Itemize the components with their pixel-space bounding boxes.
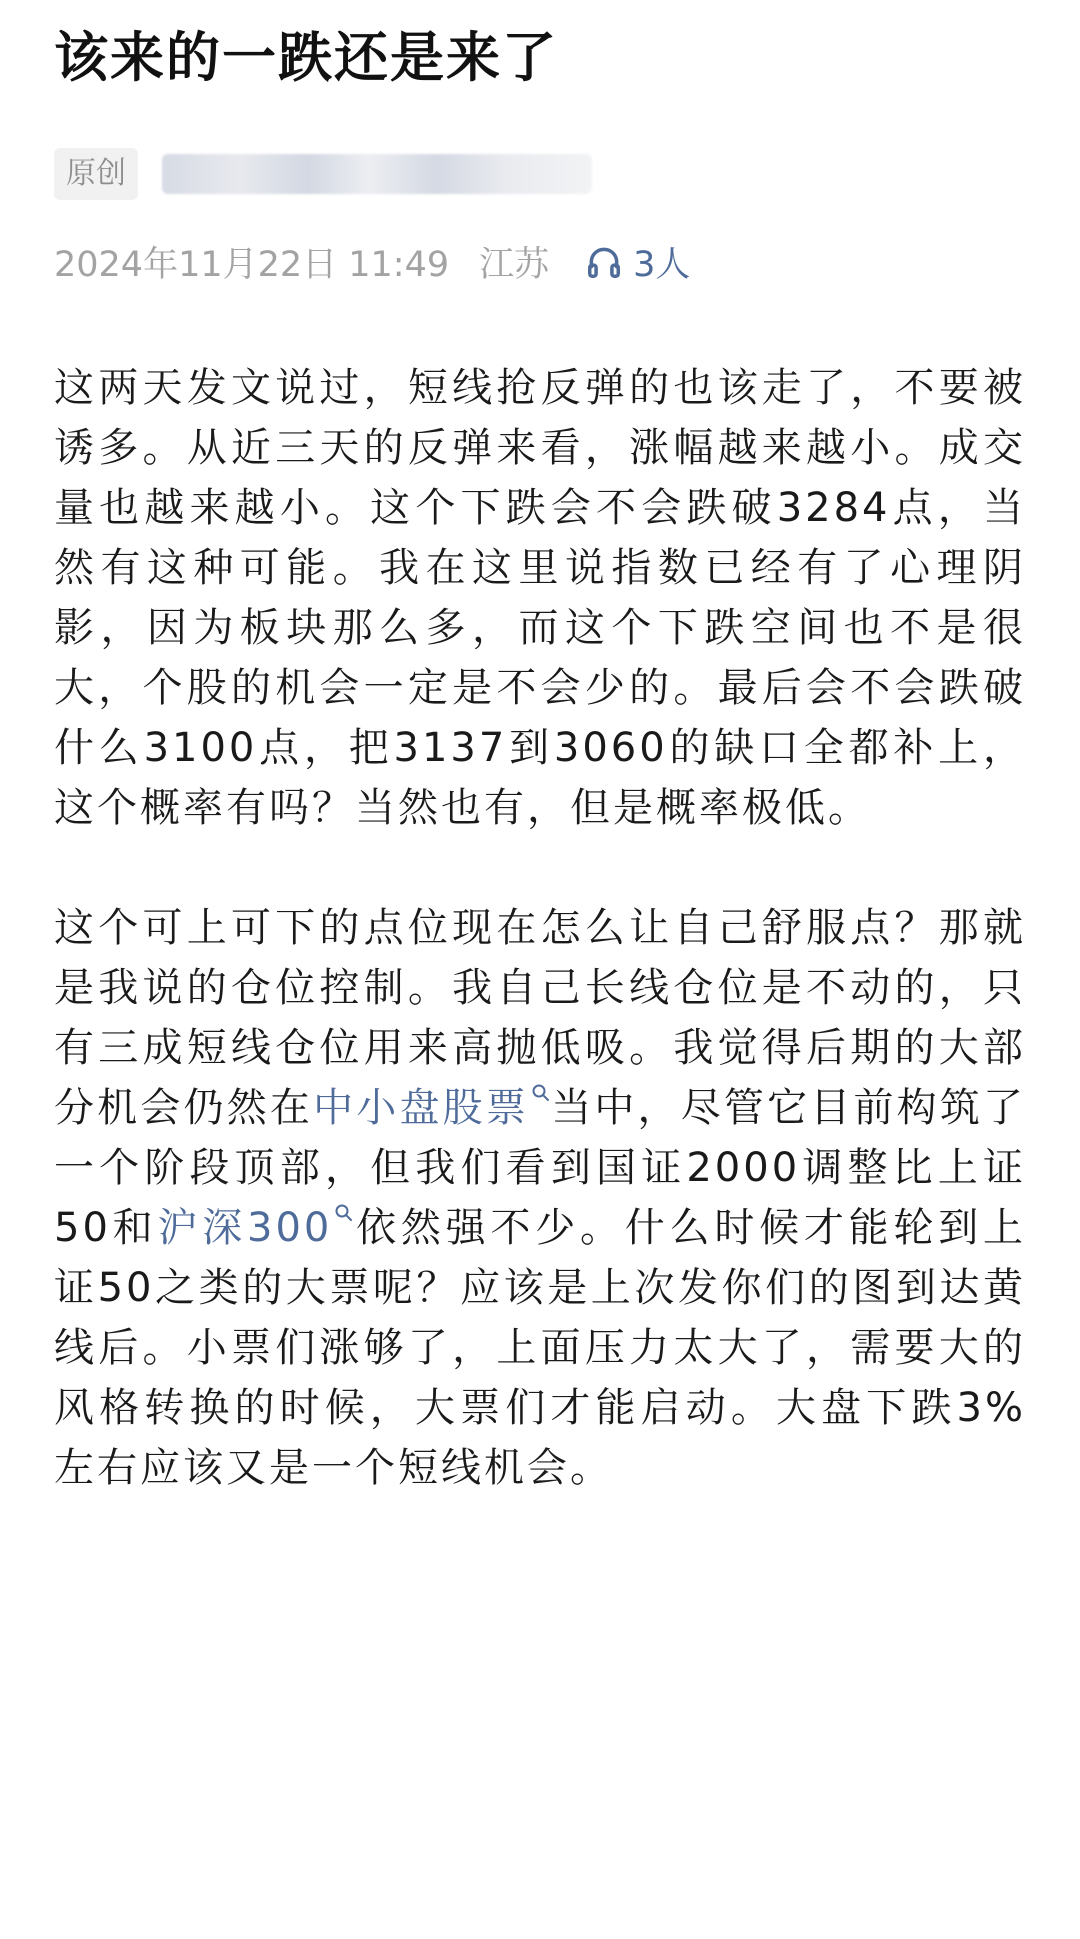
search-icon — [334, 1203, 354, 1223]
article-body — [54, 358, 1026, 1498]
stock-link-small-mid-cap[interactable] — [313, 1085, 551, 1131]
paragraph-2-text-c: 依然强不少。什么时候才能轮到上证50之类的大票呢？应该是上次发你们的图到达黄线后。小票们涨够了，上面压力太大了，需要大的风格转换的时候，大票们才能启动。大盘下跌3%左右应该又是一个短线机会。 — [54, 1205, 1026, 1491]
listen-button[interactable] — [585, 237, 690, 287]
publish-location: 江苏 — [479, 245, 550, 285]
publish-date: 2024年11月22日 11:49 — [54, 245, 450, 285]
stock-link-label: 中小盘股票 — [313, 1085, 530, 1131]
article-meta — [54, 232, 1026, 292]
article-title: 该来的一跌还是来了 — [54, 26, 558, 89]
article-byline — [54, 146, 1026, 202]
stock-link-csi300[interactable] — [157, 1205, 354, 1251]
paragraph-2-text-a: 这个可上可下的点位现在怎么让自己舒服点？那就是我说的仓位控制。我自己长线仓位是不动的，只有三成短线仓位用来高抛低吸。我觉得后期的大部分机会仍然在 — [54, 905, 1026, 1131]
search-icon — [531, 1083, 551, 1103]
paragraph-2-text-b: 当中，尽管它目前构筑了一个阶段顶部，但我们看到国证2000调整比上证50和 — [54, 1085, 1027, 1251]
paragraph-1: 这两天发文说过，短线抢反弹的也该走了，不要被诱多。从近三天的反弹来看，涨幅越来越小。成交量也越来越小。这个下跌会不会跌破3284点，当然有这种可能。我在这里说指数已经有了心理阴影，因为板块那么多，而这个下跌空间也不是很大，个股的机会一定是不会少的。最后会不会跌破什么3100点，把3137到3060的缺口全都补上，这个概率有吗？当然也有，但是概率极低。 — [54, 365, 1026, 831]
stock-link-label: 沪深300 — [157, 1205, 333, 1251]
original-badge: 原创 — [54, 148, 138, 200]
paragraph-2 — [54, 898, 1026, 1498]
author-name-blurred[interactable] — [162, 154, 592, 194]
listener-count: 3人 — [633, 245, 691, 285]
headphones-icon — [585, 243, 623, 281]
